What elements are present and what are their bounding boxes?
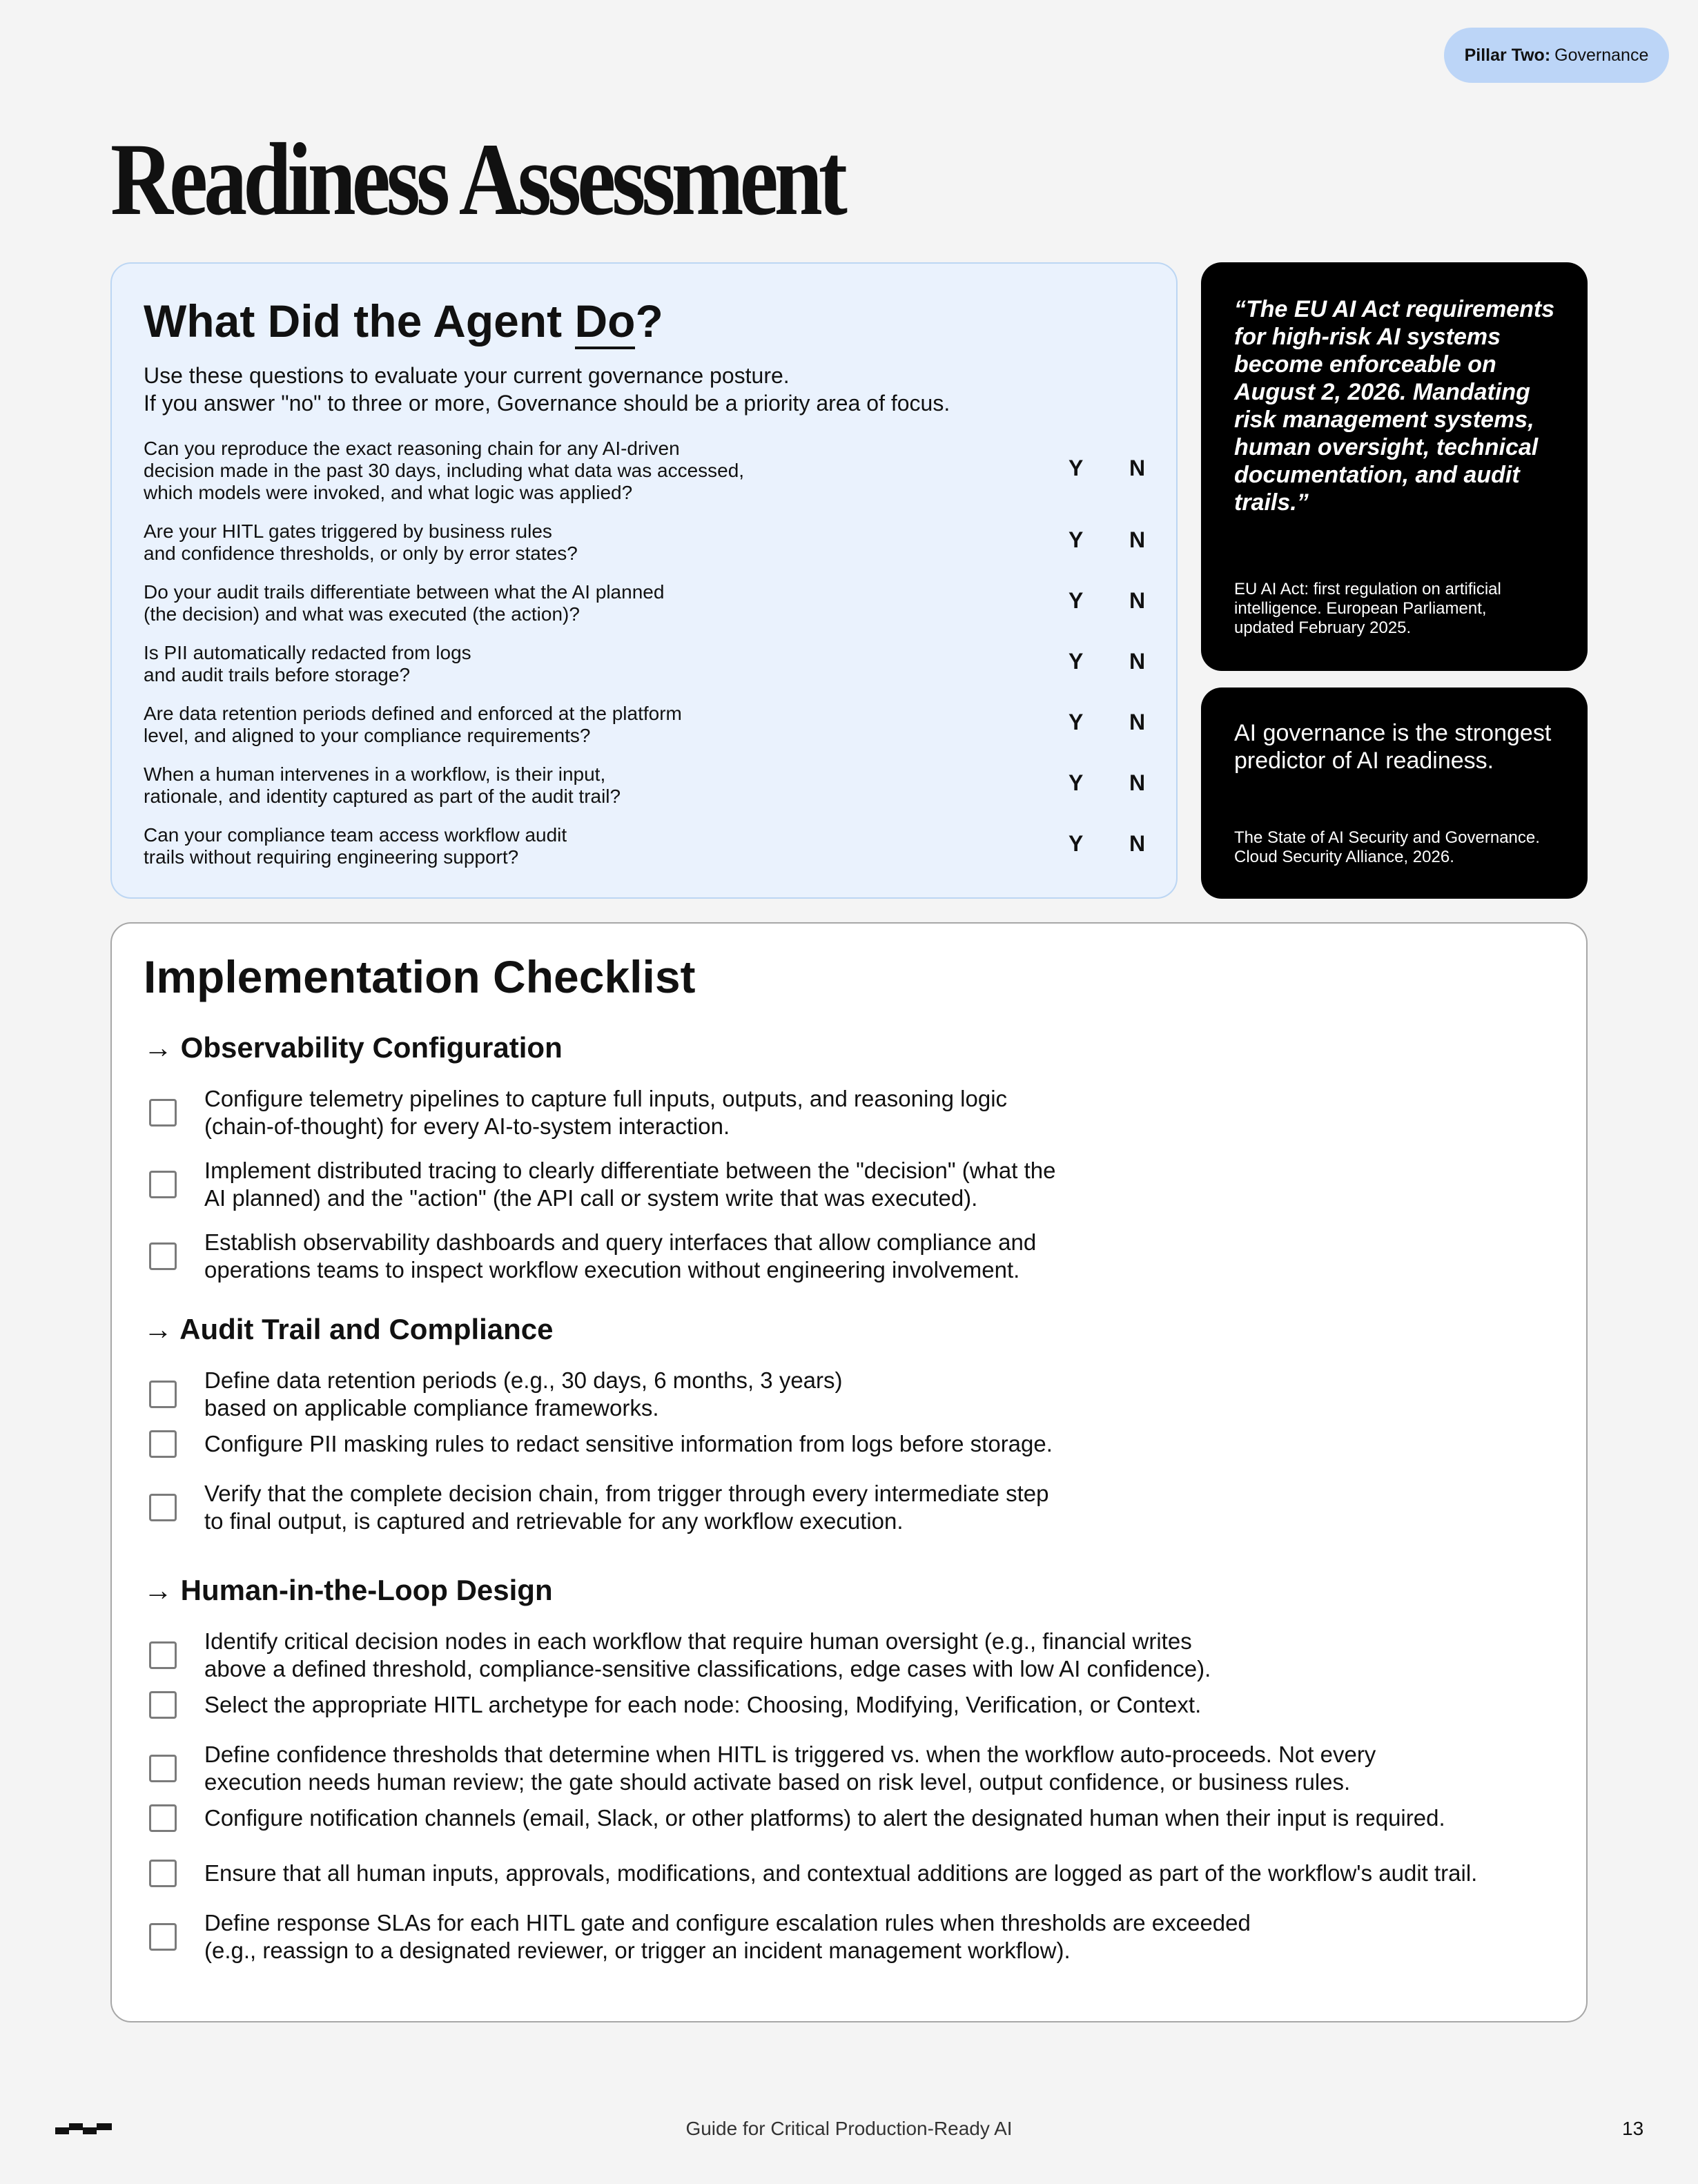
- checkbox[interactable]: [149, 1381, 177, 1408]
- quote-line: trails.”: [1234, 489, 1309, 516]
- item-line: Configure PII masking rules to redact sensitive information from logs before storage.: [204, 1431, 1053, 1456]
- quote-line: August 2, 2026. Mandating: [1234, 379, 1530, 405]
- checkbox[interactable]: [149, 1171, 177, 1198]
- yes-option[interactable]: Y: [1068, 770, 1084, 795]
- question-text: [144, 520, 875, 565]
- item-line: Establish observability dashboards and query interfaces that allow compliance and: [204, 1229, 1037, 1255]
- stat-source: [1234, 828, 1572, 867]
- assessment-title-start: What Did the Agent: [144, 295, 575, 347]
- item-line: Configure telemetry pipelines to capture full inputs, outputs, and reasoning logic: [204, 1086, 1008, 1111]
- assessment-title: [144, 295, 663, 348]
- no-option[interactable]: N: [1129, 831, 1146, 856]
- source-line: EU AI Act: first regulation on artificial: [1234, 580, 1501, 598]
- item-line: Configure notification channels (email, Slack, or other platforms) to alert the designated human when their input is required.: [204, 1805, 1445, 1831]
- checkbox[interactable]: [149, 1242, 177, 1270]
- item-line: (e.g., reassign to a designated reviewer, or trigger an incident management workflow).: [204, 1938, 1071, 1963]
- item-line: Identify critical decision nodes in each workflow that require human oversight (e.g., financial writes: [204, 1628, 1192, 1654]
- quote-line: “The EU AI Act requirements: [1234, 296, 1555, 322]
- question-line: Are data retention periods defined and enforced at the platform: [144, 703, 682, 724]
- stat-line: AI governance is the strongest: [1234, 720, 1552, 746]
- question-text: [144, 703, 875, 747]
- item-line: Define data retention periods (e.g., 30 days, 6 months, 3 years): [204, 1367, 843, 1393]
- intro-line: If you answer "no" to three or more, Governance should be a priority area of focus.: [144, 391, 950, 416]
- checklist-item-text: [204, 1229, 1585, 1284]
- question-line: and confidence thresholds, or only by error states?: [144, 543, 578, 564]
- checkbox[interactable]: [149, 1099, 177, 1127]
- checklist-item-text: [204, 1741, 1585, 1796]
- assessment-title-end: ?: [635, 295, 663, 347]
- checkbox[interactable]: [149, 1494, 177, 1521]
- item-line: above a defined threshold, compliance-sensitive classifications, edge cases with low AI confidence).: [204, 1656, 1211, 1681]
- quote-line: documentation, and audit: [1234, 462, 1520, 488]
- page-title: Readiness Assessment: [110, 122, 843, 237]
- checkbox[interactable]: [149, 1430, 177, 1458]
- item-line: Verify that the complete decision chain, from trigger through every intermediate step: [204, 1481, 1049, 1506]
- checklist-item-text: [204, 1628, 1585, 1683]
- question-line: which models were invoked, and what logic was applied?: [144, 482, 633, 503]
- quote-line: risk management systems,: [1234, 407, 1534, 433]
- item-line: AI planned) and the "action" (the API call or system write that was executed).: [204, 1185, 978, 1211]
- question-line: trails without requiring engineering support?: [144, 846, 519, 868]
- checkbox[interactable]: [149, 1755, 177, 1782]
- yes-option[interactable]: Y: [1068, 649, 1084, 674]
- quote-source: [1234, 580, 1559, 638]
- question-text: [144, 642, 875, 686]
- section-heading-hitl: → Human-in-the-Loop Design: [144, 1574, 553, 1606]
- stat-line: predictor of AI readiness.: [1234, 748, 1494, 774]
- yes-option[interactable]: Y: [1068, 588, 1084, 613]
- checkbox[interactable]: [149, 1804, 177, 1832]
- quote-line: become enforceable on: [1234, 351, 1496, 378]
- item-line: Implement distributed tracing to clearly differentiate between the "decision" (what the: [204, 1158, 1056, 1183]
- checklist-item-text: [204, 1860, 1585, 1887]
- question-line: Are your HITL gates triggered by business rules: [144, 520, 552, 542]
- source-line: Cloud Security Alliance, 2026.: [1234, 848, 1454, 866]
- item-line: (chain-of-thought) for every AI-to-system interaction.: [204, 1113, 730, 1139]
- checklist-item-text: [204, 1691, 1585, 1719]
- stat-text: [1234, 719, 1565, 774]
- quote-line: for high-risk AI systems: [1234, 324, 1501, 350]
- question-text: [144, 824, 875, 868]
- no-option[interactable]: N: [1129, 710, 1146, 734]
- question-line: and audit trails before storage?: [144, 664, 411, 685]
- checklist-item-text: [204, 1085, 1585, 1140]
- item-line: Ensure that all human inputs, approvals, modifications, and contextual additions are logged as part of the workflow's audit trail.: [204, 1860, 1478, 1886]
- checklist-title: Implementation Checklist: [144, 951, 696, 1002]
- checklist-item-text: [204, 1367, 1585, 1422]
- section-heading-observability: → Observability Configuration: [144, 1031, 563, 1064]
- pillar-badge-text: Governance: [1554, 45, 1649, 65]
- question-line: (the decision) and what was executed (the action)?: [144, 603, 580, 625]
- checklist-item-text: [204, 1157, 1585, 1212]
- question-line: Is PII automatically redacted from logs: [144, 642, 471, 663]
- yes-option[interactable]: Y: [1068, 831, 1084, 856]
- page-number: 13: [1622, 2118, 1644, 2139]
- question-line: rationale, and identity captured as part of the audit trail?: [144, 786, 621, 807]
- pillar-badge: [1444, 28, 1669, 83]
- source-line: updated February 2025.: [1234, 618, 1412, 637]
- no-option[interactable]: N: [1129, 588, 1146, 613]
- question-line: Can you reproduce the exact reasoning chain for any AI-driven: [144, 438, 680, 459]
- intro-line: Use these questions to evaluate your current governance posture.: [144, 363, 790, 388]
- question-line: Do your audit trails differentiate between what the AI planned: [144, 581, 665, 603]
- assessment-title-emphasis: Do: [575, 295, 636, 349]
- source-line: The State of AI Security and Governance.: [1234, 828, 1540, 847]
- no-option[interactable]: N: [1129, 527, 1146, 552]
- quote-card: [1201, 262, 1588, 671]
- checklist-item-text: [204, 1430, 1585, 1458]
- question-line: Can your compliance team access workflow audit: [144, 824, 567, 846]
- yes-option[interactable]: Y: [1068, 710, 1084, 734]
- pillar-badge-label: Pillar Two:: [1464, 45, 1551, 65]
- checklist-item-text: [204, 1909, 1585, 1964]
- item-line: Define response SLAs for each HITL gate and configure escalation rules when thresholds are exceeded: [204, 1910, 1251, 1936]
- item-line: operations teams to inspect workflow execution without engineering involvement.: [204, 1257, 1020, 1283]
- assessment-intro: [144, 362, 1151, 417]
- item-line: execution needs human review; the gate should activate based on risk level, output confidence, or business rules.: [204, 1769, 1351, 1795]
- checkbox[interactable]: [149, 1923, 177, 1951]
- question-text: [144, 438, 875, 504]
- no-option[interactable]: N: [1129, 456, 1146, 480]
- stat-card: [1201, 688, 1588, 899]
- question-line: When a human intervenes in a workflow, is their input,: [144, 763, 606, 785]
- question-text: [144, 581, 875, 625]
- item-line: Define confidence thresholds that determine when HITL is triggered vs. when the workflow auto-proceeds. Not every: [204, 1742, 1376, 1767]
- checklist-item-text: [204, 1804, 1585, 1832]
- item-line: to final output, is captured and retrievable for any workflow execution.: [204, 1508, 904, 1534]
- yes-option[interactable]: Y: [1068, 456, 1084, 480]
- checkbox[interactable]: [149, 1860, 177, 1887]
- no-option[interactable]: N: [1129, 770, 1146, 795]
- footer-title: Guide for Critical Production-Ready AI: [685, 2118, 1013, 2139]
- checklist-card: [110, 922, 1588, 2022]
- yes-option[interactable]: Y: [1068, 527, 1084, 552]
- assessment-card: [110, 262, 1178, 899]
- no-option[interactable]: N: [1129, 649, 1146, 674]
- item-line: Select the appropriate HITL archetype for each node: Choosing, Modifying, Verification, or Context.: [204, 1692, 1202, 1717]
- section-heading-audit-trail: → Audit Trail and Compliance: [144, 1313, 554, 1345]
- checklist-item-text: [204, 1480, 1585, 1535]
- checkbox[interactable]: [149, 1691, 177, 1719]
- source-line: intelligence. European Parliament,: [1234, 599, 1487, 618]
- question-line: decision made in the past 30 days, including what data was accessed,: [144, 460, 745, 481]
- quote-text: [1234, 295, 1559, 516]
- item-line: based on applicable compliance frameworks.: [204, 1395, 659, 1421]
- question-line: level, and aligned to your compliance requirements?: [144, 725, 591, 746]
- checkbox[interactable]: [149, 1641, 177, 1669]
- question-text: [144, 763, 875, 808]
- quote-line: human oversight, technical: [1234, 434, 1539, 460]
